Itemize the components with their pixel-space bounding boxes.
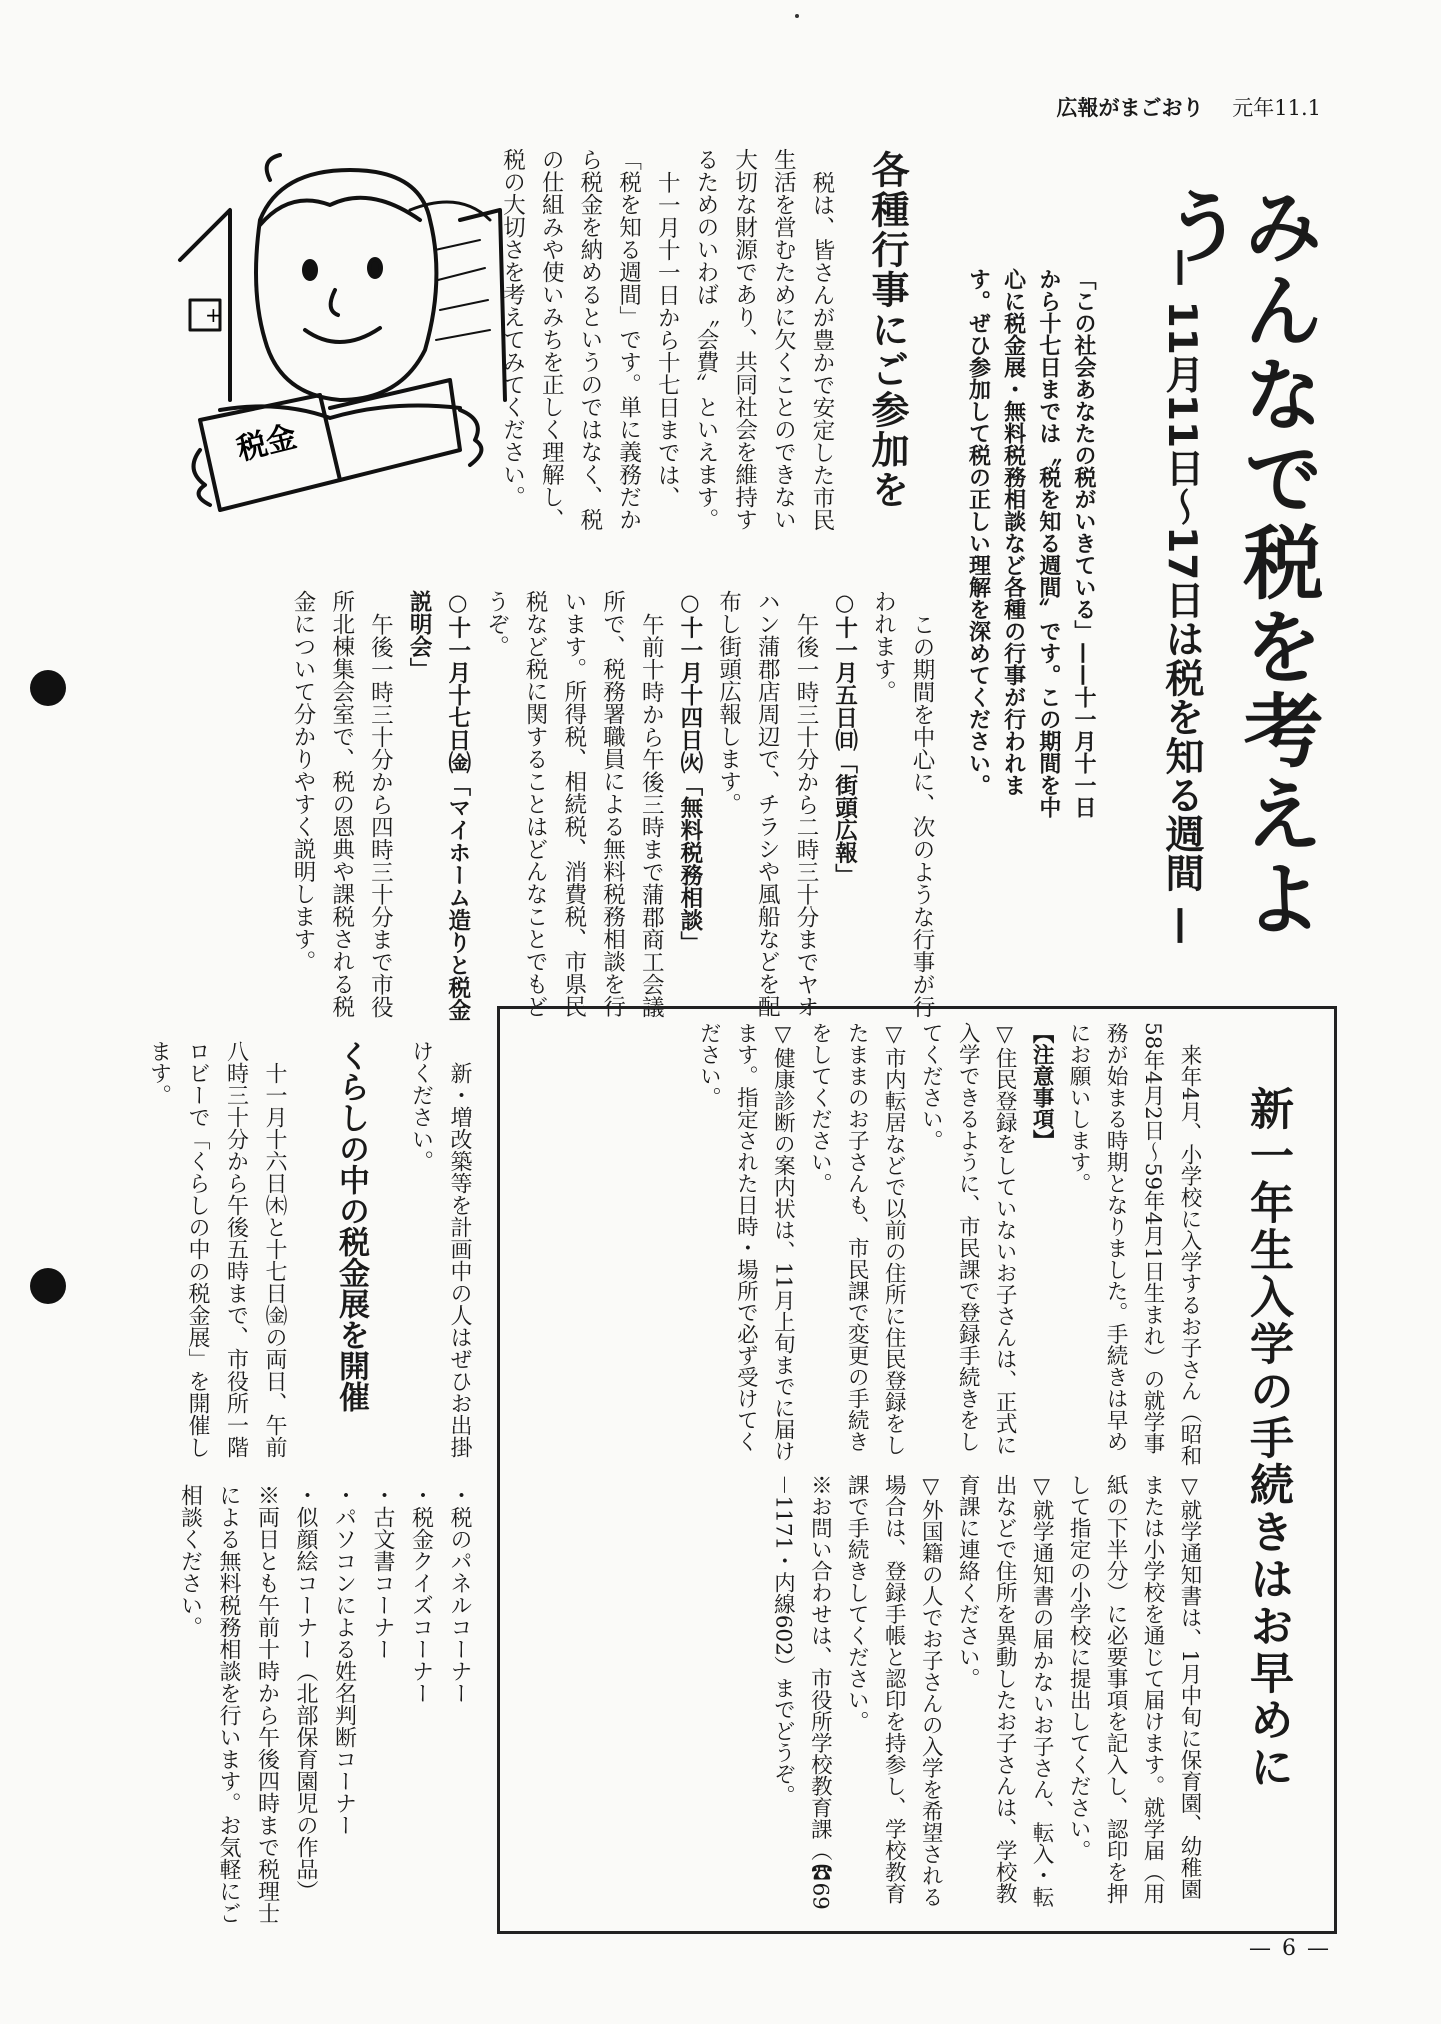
exhibition-note: ※両日とも午前十時から午後四時まで税理士による無料税務相談を行います。お気軽にご相談ください。: [177, 1484, 280, 1924]
main-subtitle: — 11月11日～17日は税を知る週間 —: [1159, 248, 1204, 945]
enrollment-upper: [689, 1022, 1207, 1468]
event-2-body: 午前十時から午後三時まで蒲郡商工会議所で、税務署職員による無料税務相談を行います。所得税、相続税、消費税、市県民税など税に関することはどんなことでもどうぞ。: [483, 590, 665, 1018]
exhibition-item-1: ・税のパネルコーナー: [447, 1484, 472, 1704]
events-intro: [493, 148, 841, 540]
event-3-body: 午後一時三十分から四時三十分まで市役所北棟集会室で、税の恩典や課税される税金について分かりやすく説明します。: [290, 590, 394, 1018]
issue-date: 元年11.1: [1232, 96, 1321, 120]
exhibition-item-3: ・古文書コーナー: [370, 1484, 395, 1660]
note-6: ▽外国籍の人でお子さんの入学を希望される場合は、登録手帳と認印を持参し、学校教育課で手続きしてください。: [844, 1474, 944, 1908]
note-4: ▽就学通知書は、1月中旬に保育園、幼稚園または小学校を通じて届けます。就学届（用紙の下半分）に必要事項を記入し、認印を押して指定の小学校に提出してください。: [1066, 1474, 1202, 1904]
publication-name: 広報がまごおり: [1056, 96, 1204, 120]
events-closing-note: 新・増改築等を計画中の人はぜひお出掛けください。: [408, 1040, 472, 1458]
events-list: [283, 590, 941, 1026]
contact-note: ※お問い合わせは、市役所学校教育課（☎69－1171・内線602）までどうぞ。: [770, 1474, 833, 1910]
exhibition-item-5: ・似顔絵コーナー（北部保育園児の作品）: [293, 1484, 318, 1902]
events-paragraph-2: 十一月十一日から十七日までは、「税を知る週間」です。単に義務だから税金を納めるというのではなく、税の仕組みや使いみちを正しく理解し、税の大切さを考えてみてください。: [499, 148, 681, 531]
exhibition-item-4: ・パソコンによる姓名判断コーナー: [331, 1484, 357, 1836]
enrollment-intro: 来年4月、小学校に入学するお子さん（昭和58年4月2日～59年4月1日生まれ）の就学事務が始まる時期となりました。手続きは早めにお願いします。: [1066, 1022, 1202, 1466]
events-paragraph-3: この期間を中心に、次のような行事が行われます。: [870, 590, 935, 1018]
exhibition-list: [170, 1484, 478, 1924]
book-label: 税金: [233, 419, 301, 468]
lead-paragraph: 「この社会あなたの税がいきている」——十一月十一日から十七日までは〝税を知る週間〟です。この期間を中心に税金展・無料税務相談など各種の行事が行われます。ぜひ参加して税の正しい理解を深めてください。: [965, 268, 1096, 818]
event-1-heading: ○十一月五日㈰「街頭広報」: [831, 590, 858, 886]
main-title: みんなで税を考えよう: [1150, 185, 1323, 941]
note-1: ▽住民登録をしていないお子さんは、正式に入学できるように、市民課で登録手続きをしてください。: [918, 1022, 1018, 1456]
page-number: — 6 —: [1249, 1936, 1331, 1961]
exhibition-heading: くらしの中の税金展を開催: [333, 1040, 369, 1412]
taxpayer-illustration: [160, 150, 520, 530]
illustration-plus: +: [205, 303, 222, 327]
speck: [795, 14, 799, 18]
exhibition-item-2: ・税金クイズコーナー: [408, 1484, 434, 1704]
note-3: ▽健康診断の案内状は、11月上旬までに届けます。指定された日時・場所で必ず受けてください。: [696, 1022, 796, 1462]
event-1-body: 午後一時三十分から二時三十分までヤオハン蒲郡店周辺で、チラシや風船などを配布し街頭広報します。: [715, 590, 819, 1018]
note-2: ▽市内転居などで以前の住所に住民登録をしたままのお子さんも、市民課で変更の手続きをしてください。: [807, 1022, 907, 1456]
note-5: ▽就学通知書の届かないお子さん、転入・転出などで住所を異動したお子さんは、学校教育課に連絡ください。: [955, 1474, 1055, 1908]
page-header: [1057, 92, 1321, 122]
enrollment-lower: [763, 1474, 1207, 1914]
events-paragraph-1: 税は、皆さんが豊かで安定した市民生活を営むために欠くことのできない大切な財源であり、共同社会を維持するためのいわば〝会費〟といえます。: [692, 148, 835, 531]
event-3-heading: ○十一月十七日㈮「マイホーム造りと税金説明会」: [406, 590, 471, 1021]
events-heading: 各種行事にご参加を: [865, 150, 909, 510]
notes-label: 【注意事項】: [1029, 1022, 1055, 1151]
enrollment-title: 新一年生入学の手続きはお早めに: [1242, 1086, 1293, 1791]
punch-hole-bottom: [30, 1268, 66, 1304]
punch-hole-top: [30, 670, 66, 706]
event-2-heading: ○十一月十四日㈫「無料税務相談」: [676, 590, 703, 954]
exhibition-body: 十一月十六日㈭と十七日㈮の両日、午前八時三十分から午後五時まで、市役所一階ロビーで「くらしの中の税金展」を開催します。: [146, 1040, 287, 1458]
